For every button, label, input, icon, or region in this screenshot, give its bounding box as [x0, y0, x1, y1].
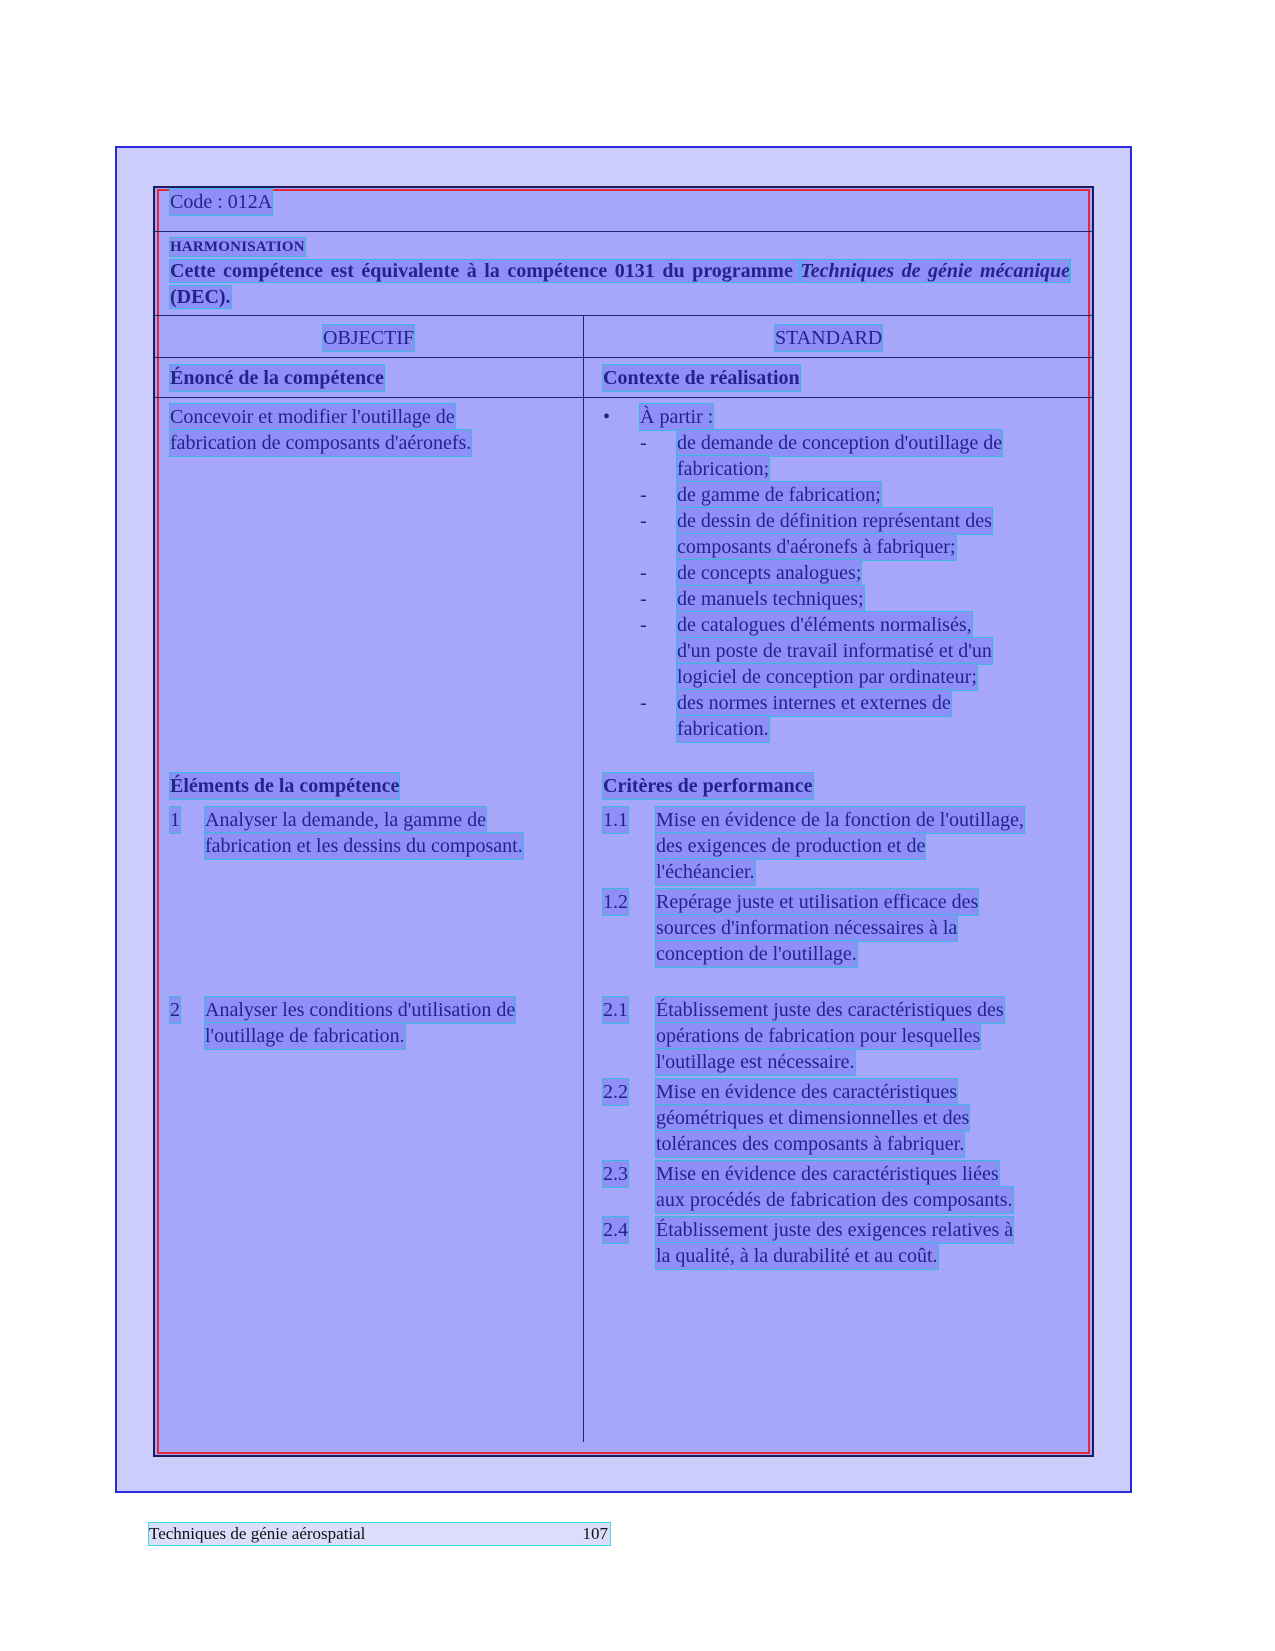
rule-code [155, 231, 1092, 232]
enonce-heading: Énoncé de la compétence [170, 367, 384, 389]
dash-icon: - [640, 510, 647, 532]
contexte-item-line: fabrication; [677, 458, 770, 480]
contexte-item-line: de dessin de définition représentant des [677, 510, 992, 532]
rule-headings [155, 397, 1092, 398]
critere-number: 2.1 [603, 999, 628, 1021]
critere-line: Mise en évidence des caractéristiques liées [656, 1163, 999, 1185]
element-line: Analyser les conditions d'utilisation de [205, 999, 516, 1021]
column-header-standard: STANDARD [775, 327, 883, 349]
critere-line: Mise en évidence de la fonction de l'outillage, [656, 809, 1024, 831]
critere-line: conception de l'outillage. [656, 943, 857, 965]
critere-line: Mise en évidence des caractéristiques [656, 1081, 957, 1103]
contexte-item-line: composants d'aéronefs à fabriquer; [677, 536, 956, 558]
enonce-line: Concevoir et modifier l'outillage de [170, 406, 455, 428]
critere-line: Établissement juste des exigences relatives à [656, 1219, 1014, 1241]
criteres-heading: Critères de performance [603, 775, 813, 797]
critere-line: la qualité, à la durabilité et au coût. [656, 1245, 938, 1267]
critere-line: tolérances des composants à fabriquer. [656, 1133, 965, 1155]
contexte-item-line: d'un poste de travail informatisé et d'un [677, 640, 992, 662]
critere-line: sources d'information nécessaires à la [656, 917, 958, 939]
footer-title: Techniques de génie aérospatial [149, 1524, 366, 1543]
contexte-item-line: de concepts analogues; [677, 562, 862, 584]
critere-line: géométriques et dimensionnelles et des [656, 1107, 970, 1129]
dash-icon: - [640, 432, 647, 454]
critere-line: Établissement juste des caractéristiques des [656, 999, 1004, 1021]
contexte-item-line: fabrication. [677, 718, 769, 740]
critere-line: opérations de fabrication pour lesquelles [656, 1025, 981, 1047]
harmonisation-heading: HARMONISATION [170, 239, 305, 255]
rule-harmonisation [155, 315, 1092, 316]
program-name: Techniques de génie mécanique [800, 260, 1070, 282]
rule-columns [155, 357, 1092, 358]
column-divider [583, 316, 584, 1442]
dash-icon: - [640, 692, 647, 714]
critere-line: aux procédés de fabrication des composants. [656, 1189, 1013, 1211]
critere-number: 1.1 [603, 809, 628, 831]
critere-line: l'outillage est nécessaire. [656, 1051, 855, 1073]
dash-icon: - [640, 484, 647, 506]
dash-icon: - [640, 614, 647, 636]
critere-number: 1.2 [603, 891, 628, 913]
code-label: Code : 012A [170, 191, 273, 213]
element-number: 1 [170, 809, 180, 831]
critere-line: des exigences de production et de [656, 835, 926, 857]
element-line: fabrication et les dessins du composant. [205, 835, 523, 857]
page-footer [149, 1523, 610, 1545]
critere-number: 2.4 [603, 1219, 628, 1241]
contexte-item-line: logiciel de conception par ordinateur; [677, 666, 977, 688]
element-line: l'outillage de fabrication. [205, 1025, 405, 1047]
page-number: 107 [582, 1524, 608, 1543]
element-number: 2 [170, 999, 180, 1021]
bullet-icon: • [603, 406, 611, 428]
element-line: Analyser la demande, la gamme de [205, 809, 486, 831]
dash-icon: - [640, 562, 647, 584]
contexte-item-line: de catalogues d'éléments normalisés, [677, 614, 972, 636]
contexte-item-line: de demande de conception d'outillage de [677, 432, 1003, 454]
harmonisation-text: Cette compétence est équivalente à la compétence 0131 du programme Techniques de génie mécanique (DEC). [170, 260, 1070, 308]
column-header-objectif: OBJECTIF [323, 327, 415, 349]
contexte-item-line: de manuels techniques; [677, 588, 864, 610]
contexte-heading: Contexte de réalisation [603, 367, 800, 389]
contexte-item-line: de gamme de fabrication; [677, 484, 881, 506]
critere-line: l'échéancier. [656, 861, 755, 883]
critere-number: 2.3 [603, 1163, 628, 1185]
elements-heading: Éléments de la compétence [170, 775, 400, 797]
enonce-line: fabrication de composants d'aéronefs. [170, 432, 472, 454]
contexte-item-line: des normes internes et externes de [677, 692, 951, 714]
contexte-lead: À partir : [640, 406, 714, 428]
critere-line: Repérage juste et utilisation efficace des [656, 891, 979, 913]
dash-icon: - [640, 588, 647, 610]
critere-number: 2.2 [603, 1081, 628, 1103]
